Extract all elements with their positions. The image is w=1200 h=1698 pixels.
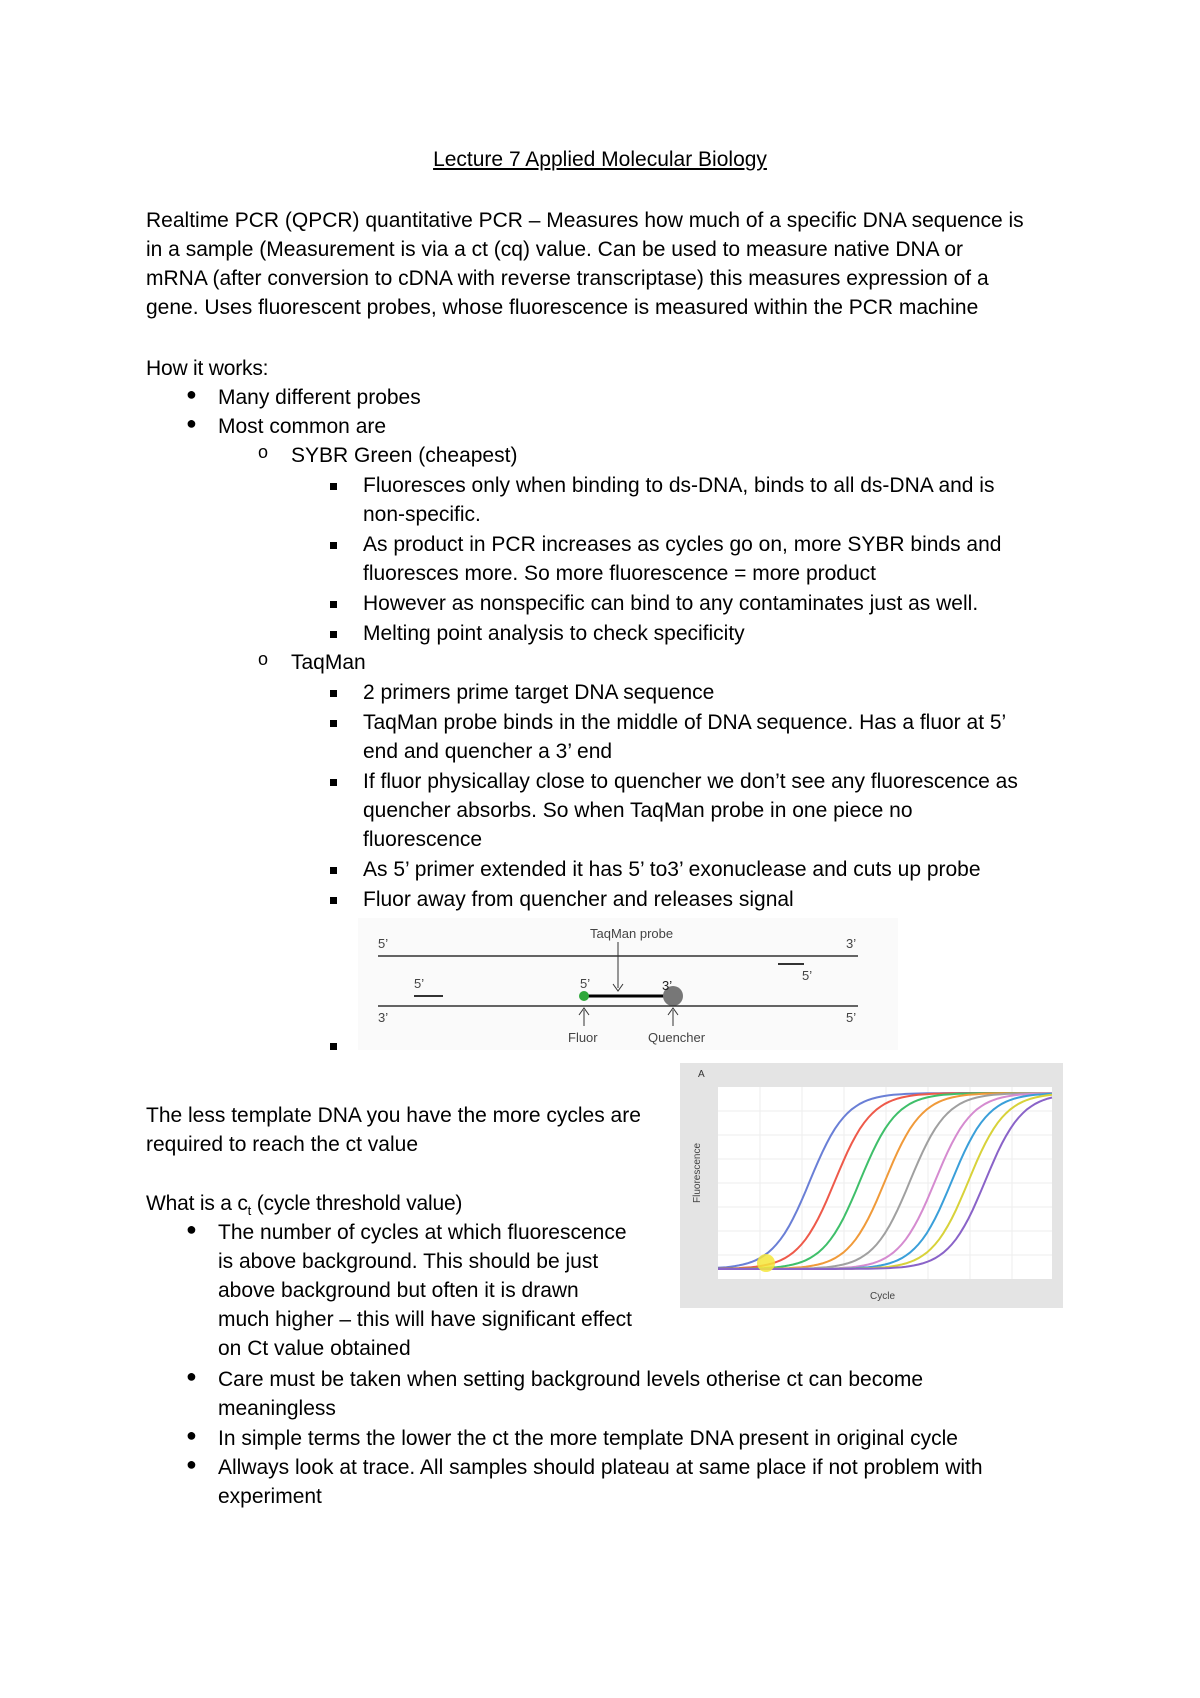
bullet-dot-icon: ● bbox=[186, 1454, 197, 1474]
bullet-square-icon bbox=[330, 897, 337, 904]
intro-line: in a sample (Measurement is via a ct (cq) value. Can be used to measure native DNA or bbox=[146, 238, 964, 261]
svg-text:5’: 5’ bbox=[414, 976, 425, 991]
svg-text:5’: 5’ bbox=[580, 976, 591, 991]
intro-line: Realtime PCR (QPCR) quantitative PCR – Measures how much of a specific DNA sequence is bbox=[146, 209, 1024, 232]
bullet-dot-icon: ● bbox=[186, 413, 197, 433]
bullet-text: 2 primers prime target DNA sequence bbox=[363, 681, 715, 704]
bullet-text: Care must be taken when setting background levels otherise ct can become meaningless bbox=[218, 1368, 924, 1420]
bullet-text: As product in PCR increases as cycles go on, more SYBR binds and fluoresces more. So more fluorescence = more product bbox=[363, 533, 1002, 585]
bullet-circle-icon: o bbox=[258, 649, 269, 669]
bullet-square-icon bbox=[330, 690, 337, 697]
bullet-text: If fluor physicallay close to quencher we don’t see any fluorescence as quencher absorbs. So when TaqMan probe in one piece no fluorescence bbox=[363, 770, 1018, 851]
bullet-square-icon bbox=[330, 720, 337, 727]
taqman-diagram bbox=[358, 918, 898, 1050]
bullet-dot-icon: ● bbox=[186, 384, 197, 404]
bullet-square-icon bbox=[330, 483, 337, 490]
bullet-dot-icon: ● bbox=[186, 1219, 197, 1239]
svg-text:Cycle: Cycle bbox=[870, 1291, 896, 1302]
intro-paragraph bbox=[146, 206, 1066, 322]
bullet-text: Most common are bbox=[218, 415, 387, 438]
bullet-text: TaqMan bbox=[291, 651, 366, 674]
svg-text:A: A bbox=[698, 1069, 705, 1080]
bullet-circle-icon: o bbox=[258, 442, 269, 462]
bullet-text: The number of cycles at which fluorescence is above background. This should be just above background but often it is drawn much higher – this will have significant effect on Ct value obtained bbox=[218, 1221, 632, 1360]
page-title: Lecture 7 Applied Molecular Biology bbox=[433, 148, 767, 171]
bullet-square-icon bbox=[330, 631, 337, 638]
bullet-text: Allways look at trace. All samples should plateau at same place if not problem with experiment bbox=[218, 1456, 983, 1508]
bullet-square-icon bbox=[330, 542, 337, 549]
svg-text:Quencher: Quencher bbox=[648, 1030, 706, 1045]
ct-heading: What is a $c_t$ (cycle threshold value) bbox=[146, 1192, 463, 1219]
bullet-text: In simple terms the lower the ct the more template DNA present in original cycle bbox=[218, 1427, 958, 1450]
svg-text:5’: 5’ bbox=[846, 1010, 857, 1025]
intro-line: gene. Uses fluorescent probes, whose fluorescence is measured within the PCR machine bbox=[146, 296, 979, 319]
svg-text:3’: 3’ bbox=[662, 978, 673, 993]
bullet-square-icon bbox=[330, 601, 337, 608]
intro-line: mRNA (after conversion to cDNA with reverse transcriptase) this measures expression of a bbox=[146, 267, 989, 290]
svg-text:5’: 5’ bbox=[378, 936, 389, 951]
svg-text:Fluorescence: Fluorescence bbox=[692, 1142, 703, 1203]
amplification-chart bbox=[680, 1063, 1063, 1308]
bullet-square-icon bbox=[330, 1043, 337, 1050]
bullet-text: SYBR Green (cheapest) bbox=[291, 444, 518, 467]
bullet-text: As 5’ primer extended it has 5’ to3’ exonuclease and cuts up probe bbox=[363, 858, 981, 881]
bullet-dot-icon: ● bbox=[186, 1425, 197, 1445]
bullet-text: Fluoresces only when binding to ds-DNA, binds to all ds-DNA and is non-specific. bbox=[363, 474, 995, 526]
bullet-square-icon bbox=[330, 779, 337, 786]
bullet-text: Fluor away from quencher and releases signal bbox=[363, 888, 794, 911]
svg-text:5’: 5’ bbox=[802, 968, 813, 983]
less-template-paragraph: The less template DNA you have the more cycles are required to reach the ct value bbox=[146, 1104, 641, 1156]
svg-text:Fluor: Fluor bbox=[568, 1030, 598, 1045]
bullet-text: However as nonspecific can bind to any contaminates just as well. bbox=[363, 592, 979, 615]
svg-text:3’: 3’ bbox=[378, 1010, 389, 1025]
bullet-text: Many different probes bbox=[218, 386, 421, 409]
bullet-text: Melting point analysis to check specificity bbox=[363, 622, 745, 645]
bullet-dot-icon: ● bbox=[186, 1366, 197, 1386]
bullet-square-icon bbox=[330, 867, 337, 874]
svg-text:TaqMan probe: TaqMan probe bbox=[590, 926, 674, 941]
how-heading: How it works: bbox=[146, 357, 269, 380]
bullet-text: TaqMan probe binds in the middle of DNA sequence. Has a fluor at 5’ end and quencher a 3’ end bbox=[363, 711, 1007, 763]
svg-text:3’: 3’ bbox=[846, 936, 857, 951]
